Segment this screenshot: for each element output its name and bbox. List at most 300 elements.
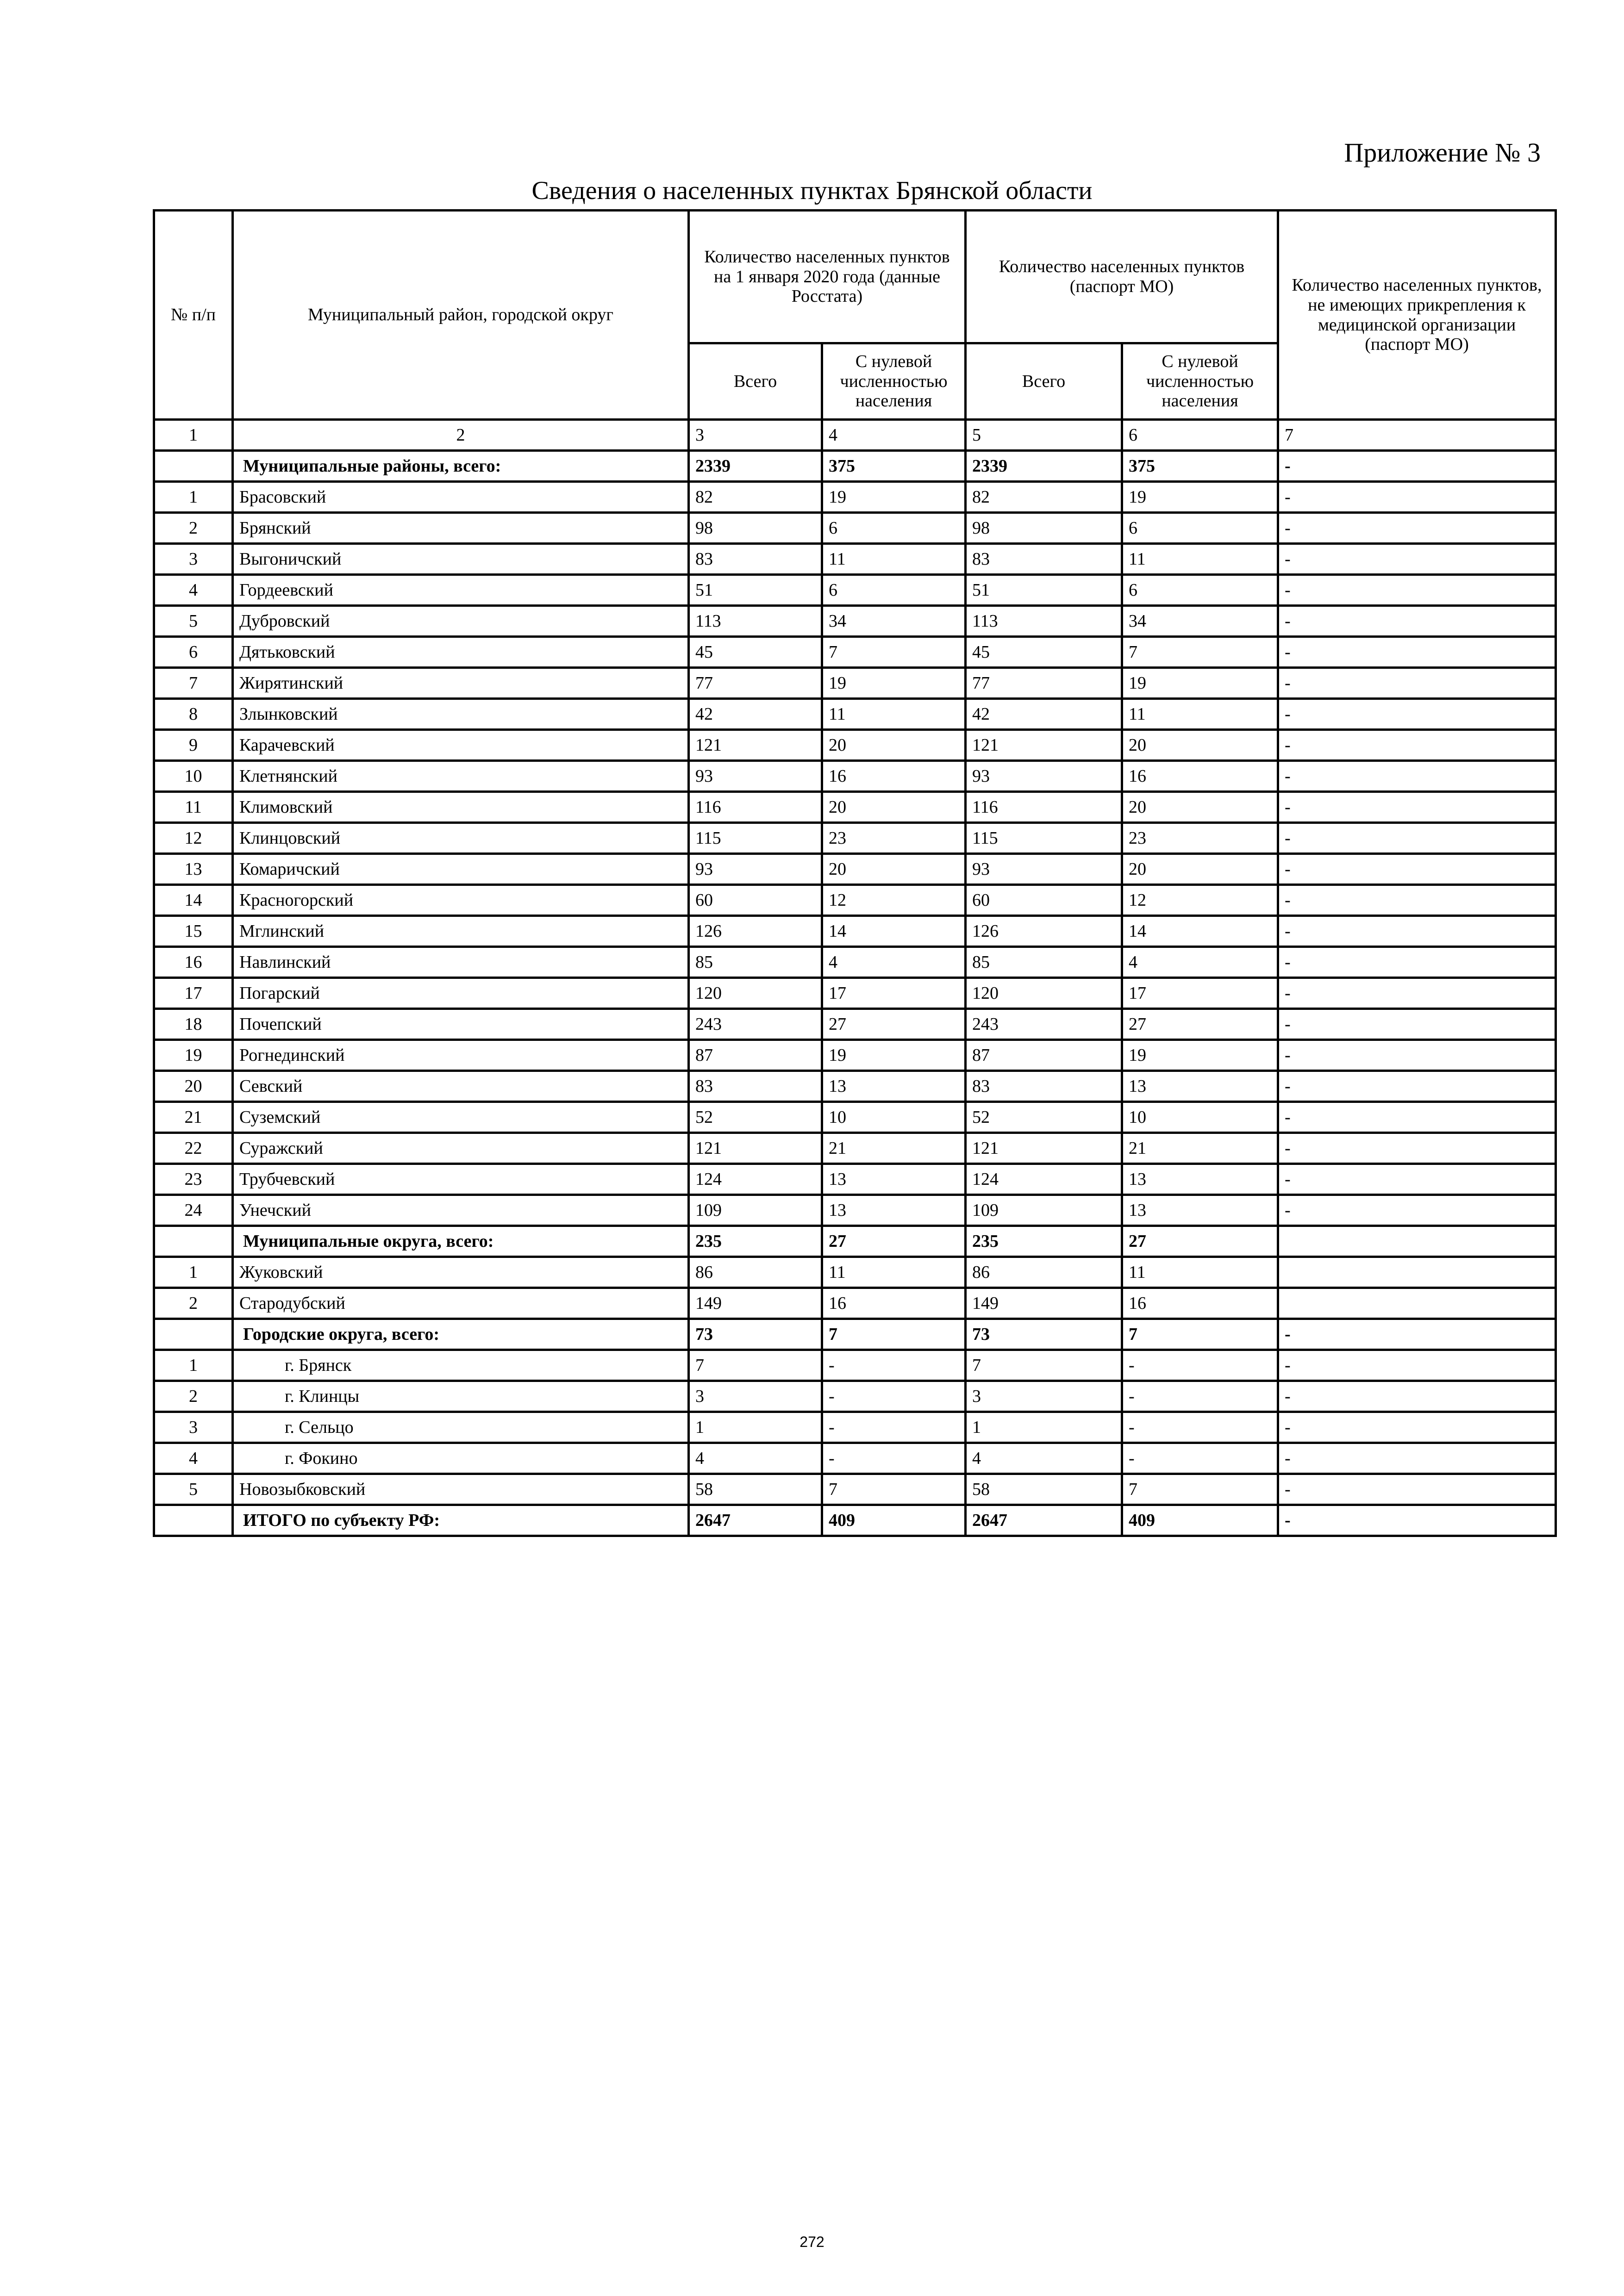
passport-zero: 13: [1122, 1195, 1278, 1226]
passport-total: 121: [966, 730, 1122, 761]
row-number: 1: [154, 482, 233, 513]
passport-total: 116: [966, 792, 1122, 823]
rosstat-zero: -: [822, 1412, 966, 1443]
passport-total: 87: [966, 1040, 1122, 1071]
district-name: Навлинский: [233, 947, 689, 978]
subtotal-row: [154, 1226, 1556, 1257]
row-number: 8: [154, 699, 233, 730]
rosstat-zero: 13: [822, 1164, 966, 1195]
rosstat-total: 120: [689, 978, 822, 1009]
rosstat-total: 85: [689, 947, 822, 978]
passport-zero: -: [1122, 1412, 1278, 1443]
district-name: Суземский: [233, 1102, 689, 1133]
table-row: [154, 699, 1556, 730]
rosstat-total: 243: [689, 1009, 822, 1040]
passport-total: 1: [966, 1412, 1122, 1443]
row-number: 10: [154, 761, 233, 792]
district-name: ИТОГО по субъекту РФ:: [233, 1505, 689, 1536]
passport-total: 121: [966, 1133, 1122, 1164]
rosstat-total: 93: [689, 761, 822, 792]
passport-zero: 11: [1122, 544, 1278, 575]
passport-zero: 34: [1122, 606, 1278, 637]
table-row: [154, 1381, 1556, 1412]
district-name: Дятьковский: [233, 637, 689, 668]
column-number: 3: [689, 420, 822, 451]
table-row: [154, 1474, 1556, 1505]
rosstat-zero: -: [822, 1443, 966, 1474]
rosstat-zero: 6: [822, 513, 966, 544]
rosstat-total: 121: [689, 730, 822, 761]
rosstat-zero: 12: [822, 885, 966, 916]
passport-zero: 20: [1122, 854, 1278, 885]
unattached-count: -: [1278, 947, 1556, 978]
row-number: 3: [154, 1412, 233, 1443]
district-name: Унечский: [233, 1195, 689, 1226]
rosstat-zero: 7: [822, 637, 966, 668]
row-number: 12: [154, 823, 233, 854]
row-number: 3: [154, 544, 233, 575]
passport-total: 52: [966, 1102, 1122, 1133]
rosstat-zero: 16: [822, 761, 966, 792]
district-name: Выгоничский: [233, 544, 689, 575]
district-name: Жуковский: [233, 1257, 689, 1288]
table-row: [154, 1412, 1556, 1443]
unattached-count: -: [1278, 1505, 1556, 1536]
rosstat-total: 93: [689, 854, 822, 885]
row-number: 17: [154, 978, 233, 1009]
unattached-count: -: [1278, 575, 1556, 606]
rosstat-zero: 13: [822, 1195, 966, 1226]
table-body: [154, 451, 1556, 1536]
rosstat-zero: -: [822, 1350, 966, 1381]
passport-total: 77: [966, 668, 1122, 699]
unattached-count: [1278, 1226, 1556, 1257]
rosstat-total: 1: [689, 1412, 822, 1443]
passport-zero: 12: [1122, 885, 1278, 916]
rosstat-zero: 6: [822, 575, 966, 606]
row-number: 24: [154, 1195, 233, 1226]
rosstat-zero: 17: [822, 978, 966, 1009]
unattached-count: -: [1278, 1474, 1556, 1505]
row-number: 5: [154, 1474, 233, 1505]
passport-zero: 16: [1122, 1288, 1278, 1319]
passport-zero: 19: [1122, 668, 1278, 699]
unattached-count: -: [1278, 699, 1556, 730]
unattached-count: -: [1278, 761, 1556, 792]
rosstat-total: 42: [689, 699, 822, 730]
row-number: 9: [154, 730, 233, 761]
row-number: 1: [154, 1257, 233, 1288]
header-rosstat-zero: С нулевой численностью населения: [822, 343, 966, 420]
passport-zero: -: [1122, 1350, 1278, 1381]
rosstat-total: 87: [689, 1040, 822, 1071]
passport-zero: 7: [1122, 1474, 1278, 1505]
district-name: Муниципальные районы, всего:: [233, 451, 689, 482]
district-name: г. Фокино: [233, 1443, 689, 1474]
unattached-count: -: [1278, 544, 1556, 575]
column-number: 2: [233, 420, 689, 451]
rosstat-zero: 27: [822, 1009, 966, 1040]
row-number: 11: [154, 792, 233, 823]
district-name: Брянский: [233, 513, 689, 544]
rosstat-zero: 13: [822, 1071, 966, 1102]
unattached-count: -: [1278, 854, 1556, 885]
passport-total: 73: [966, 1319, 1122, 1350]
rosstat-total: 126: [689, 916, 822, 947]
rosstat-total: 113: [689, 606, 822, 637]
table-row: [154, 947, 1556, 978]
row-number: 2: [154, 1381, 233, 1412]
passport-total: 93: [966, 761, 1122, 792]
table-row: [154, 544, 1556, 575]
rosstat-zero: 10: [822, 1102, 966, 1133]
district-name: г. Клинцы: [233, 1381, 689, 1412]
passport-total: 7: [966, 1350, 1122, 1381]
district-name: Дубровский: [233, 606, 689, 637]
rosstat-total: 3: [689, 1381, 822, 1412]
district-name: Новозыбковский: [233, 1474, 689, 1505]
rosstat-zero: 7: [822, 1319, 966, 1350]
table-row: [154, 482, 1556, 513]
table-row: [154, 606, 1556, 637]
passport-total: 126: [966, 916, 1122, 947]
subtotal-row: [154, 1505, 1556, 1536]
passport-total: 86: [966, 1257, 1122, 1288]
passport-total: 85: [966, 947, 1122, 978]
header-passport-zero: С нулевой численностью населения: [1122, 343, 1278, 420]
rosstat-zero: 7: [822, 1474, 966, 1505]
unattached-count: -: [1278, 1443, 1556, 1474]
header-rosstat-total: Всего: [689, 343, 822, 420]
row-number: 20: [154, 1071, 233, 1102]
district-name: г. Брянск: [233, 1350, 689, 1381]
rosstat-total: 45: [689, 637, 822, 668]
rosstat-zero: 20: [822, 792, 966, 823]
passport-total: 83: [966, 1071, 1122, 1102]
passport-total: 113: [966, 606, 1122, 637]
passport-total: 58: [966, 1474, 1122, 1505]
passport-zero: 7: [1122, 637, 1278, 668]
row-number: 4: [154, 575, 233, 606]
row-number: 13: [154, 854, 233, 885]
district-name: Карачевский: [233, 730, 689, 761]
passport-total: 60: [966, 885, 1122, 916]
passport-zero: 21: [1122, 1133, 1278, 1164]
unattached-count: -: [1278, 606, 1556, 637]
passport-zero: 6: [1122, 513, 1278, 544]
unattached-count: -: [1278, 1350, 1556, 1381]
unattached-count: -: [1278, 1319, 1556, 1350]
table-row: [154, 1164, 1556, 1195]
rosstat-zero: 23: [822, 823, 966, 854]
district-name: Клетнянский: [233, 761, 689, 792]
rosstat-zero: 409: [822, 1505, 966, 1536]
passport-zero: 20: [1122, 792, 1278, 823]
table-row: [154, 730, 1556, 761]
rosstat-total: 109: [689, 1195, 822, 1226]
passport-zero: 13: [1122, 1071, 1278, 1102]
passport-zero: 11: [1122, 1257, 1278, 1288]
passport-zero: 4: [1122, 947, 1278, 978]
header-col-unattached: Количество населенных пунктов, не имеющих прикрепления к медицинской организации (паспорт МО): [1278, 211, 1556, 420]
table-row: [154, 978, 1556, 1009]
table-row: [154, 1040, 1556, 1071]
column-number: 7: [1278, 420, 1556, 451]
district-name: Красногорский: [233, 885, 689, 916]
rosstat-total: 83: [689, 1071, 822, 1102]
row-number: [154, 1319, 233, 1350]
column-number: 5: [966, 420, 1122, 451]
passport-zero: -: [1122, 1381, 1278, 1412]
rosstat-zero: 27: [822, 1226, 966, 1257]
passport-zero: 6: [1122, 575, 1278, 606]
district-name: Клинцовский: [233, 823, 689, 854]
row-number: 21: [154, 1102, 233, 1133]
district-name: Климовский: [233, 792, 689, 823]
passport-zero: 20: [1122, 730, 1278, 761]
row-number: 19: [154, 1040, 233, 1071]
document-title: Сведения о населенных пунктах Брянской области: [531, 176, 1093, 205]
passport-total: 2647: [966, 1505, 1122, 1536]
header-group-rosstat: Количество населенных пунктов на 1 января 2020 года (данные Росстата): [689, 211, 966, 343]
district-name: Комаричский: [233, 854, 689, 885]
passport-total: 243: [966, 1009, 1122, 1040]
passport-total: 83: [966, 544, 1122, 575]
unattached-count: -: [1278, 1381, 1556, 1412]
table-row: [154, 792, 1556, 823]
column-number: 4: [822, 420, 966, 451]
unattached-count: -: [1278, 1133, 1556, 1164]
passport-total: 2339: [966, 451, 1122, 482]
district-name: Почепский: [233, 1009, 689, 1040]
rosstat-zero: 21: [822, 1133, 966, 1164]
unattached-count: -: [1278, 1195, 1556, 1226]
unattached-count: -: [1278, 885, 1556, 916]
unattached-count: -: [1278, 792, 1556, 823]
rosstat-total: 82: [689, 482, 822, 513]
table-row: [154, 575, 1556, 606]
row-number: 6: [154, 637, 233, 668]
rosstat-total: 121: [689, 1133, 822, 1164]
unattached-count: -: [1278, 730, 1556, 761]
rosstat-total: 124: [689, 1164, 822, 1195]
row-number: 4: [154, 1443, 233, 1474]
district-name: Трубчевский: [233, 1164, 689, 1195]
district-name: Брасовский: [233, 482, 689, 513]
table-row: [154, 916, 1556, 947]
district-name: Севский: [233, 1071, 689, 1102]
row-number: 15: [154, 916, 233, 947]
passport-zero: 7: [1122, 1319, 1278, 1350]
table-row: [154, 1009, 1556, 1040]
rosstat-zero: 19: [822, 482, 966, 513]
passport-total: 4: [966, 1443, 1122, 1474]
appendix-label: Приложение № 3: [1344, 137, 1541, 168]
passport-zero: 17: [1122, 978, 1278, 1009]
table-row: [154, 1071, 1556, 1102]
rosstat-total: 73: [689, 1319, 822, 1350]
rosstat-zero: 11: [822, 1257, 966, 1288]
subtotal-row: [154, 1319, 1556, 1350]
passport-total: 115: [966, 823, 1122, 854]
district-name: Рогнединский: [233, 1040, 689, 1071]
unattached-count: -: [1278, 916, 1556, 947]
district-name: Городские округа, всего:: [233, 1319, 689, 1350]
header-passport-total: Всего: [966, 343, 1122, 420]
rosstat-total: 83: [689, 544, 822, 575]
unattached-count: -: [1278, 1009, 1556, 1040]
unattached-count: -: [1278, 1040, 1556, 1071]
passport-zero: 16: [1122, 761, 1278, 792]
passport-total: 149: [966, 1288, 1122, 1319]
passport-total: 235: [966, 1226, 1122, 1257]
rosstat-total: 60: [689, 885, 822, 916]
rosstat-total: 86: [689, 1257, 822, 1288]
passport-zero: 19: [1122, 1040, 1278, 1071]
rosstat-zero: 4: [822, 947, 966, 978]
rosstat-zero: 34: [822, 606, 966, 637]
district-name: Стародубский: [233, 1288, 689, 1319]
table-row: [154, 1195, 1556, 1226]
passport-total: 120: [966, 978, 1122, 1009]
passport-zero: 19: [1122, 482, 1278, 513]
rosstat-zero: 20: [822, 854, 966, 885]
row-number: 22: [154, 1133, 233, 1164]
district-name: Гордеевский: [233, 575, 689, 606]
rosstat-zero: -: [822, 1381, 966, 1412]
passport-total: 3: [966, 1381, 1122, 1412]
rosstat-total: 7: [689, 1350, 822, 1381]
passport-zero: 27: [1122, 1009, 1278, 1040]
header-col-number: № п/п: [154, 211, 233, 420]
settlements-table: [153, 209, 1557, 1537]
district-name: Муниципальные округа, всего:: [233, 1226, 689, 1257]
district-name: Жирятинский: [233, 668, 689, 699]
row-number: [154, 1226, 233, 1257]
rosstat-total: 52: [689, 1102, 822, 1133]
passport-total: 124: [966, 1164, 1122, 1195]
passport-zero: 14: [1122, 916, 1278, 947]
rosstat-zero: 14: [822, 916, 966, 947]
column-number-row: [154, 420, 1556, 451]
rosstat-total: 115: [689, 823, 822, 854]
rosstat-total: 77: [689, 668, 822, 699]
unattached-count: -: [1278, 1102, 1556, 1133]
rosstat-total: 116: [689, 792, 822, 823]
rosstat-zero: 375: [822, 451, 966, 482]
row-number: 23: [154, 1164, 233, 1195]
table-row: [154, 1288, 1556, 1319]
row-number: 14: [154, 885, 233, 916]
unattached-count: [1278, 1288, 1556, 1319]
unattached-count: -: [1278, 1412, 1556, 1443]
unattached-count: -: [1278, 513, 1556, 544]
district-name: Злынковский: [233, 699, 689, 730]
column-number: 1: [154, 420, 233, 451]
row-number: 5: [154, 606, 233, 637]
passport-zero: 10: [1122, 1102, 1278, 1133]
unattached-count: -: [1278, 1164, 1556, 1195]
rosstat-zero: 20: [822, 730, 966, 761]
rosstat-total: 98: [689, 513, 822, 544]
row-number: 2: [154, 1288, 233, 1319]
unattached-count: [1278, 1257, 1556, 1288]
district-name: г. Сельцо: [233, 1412, 689, 1443]
unattached-count: -: [1278, 637, 1556, 668]
passport-zero: 23: [1122, 823, 1278, 854]
row-number: 18: [154, 1009, 233, 1040]
table-row: [154, 885, 1556, 916]
row-number: [154, 451, 233, 482]
passport-total: 42: [966, 699, 1122, 730]
rosstat-zero: 11: [822, 544, 966, 575]
unattached-count: -: [1278, 978, 1556, 1009]
unattached-count: -: [1278, 823, 1556, 854]
passport-zero: 375: [1122, 451, 1278, 482]
table-row: [154, 637, 1556, 668]
district-name: Суражский: [233, 1133, 689, 1164]
unattached-count: -: [1278, 451, 1556, 482]
passport-zero: 409: [1122, 1505, 1278, 1536]
passport-total: 109: [966, 1195, 1122, 1226]
passport-zero: -: [1122, 1443, 1278, 1474]
unattached-count: -: [1278, 1071, 1556, 1102]
unattached-count: -: [1278, 482, 1556, 513]
subtotal-row: [154, 451, 1556, 482]
rosstat-total: 235: [689, 1226, 822, 1257]
rosstat-zero: 16: [822, 1288, 966, 1319]
header-group-passport: Количество населенных пунктов (паспорт МО): [966, 211, 1278, 343]
rosstat-zero: 11: [822, 699, 966, 730]
passport-total: 82: [966, 482, 1122, 513]
passport-zero: 11: [1122, 699, 1278, 730]
row-number: 16: [154, 947, 233, 978]
table-row: [154, 1257, 1556, 1288]
table-row: [154, 823, 1556, 854]
table-row: [154, 1133, 1556, 1164]
row-number: 2: [154, 513, 233, 544]
header-col-name: Муниципальный район, городской округ: [233, 211, 689, 420]
row-number: 1: [154, 1350, 233, 1381]
page-number: 272: [800, 2234, 824, 2250]
row-number: 7: [154, 668, 233, 699]
table-row: [154, 1443, 1556, 1474]
table-row: [154, 1350, 1556, 1381]
table-row: [154, 761, 1556, 792]
district-name: Мглинский: [233, 916, 689, 947]
table-row: [154, 668, 1556, 699]
district-name: Погарский: [233, 978, 689, 1009]
passport-total: 45: [966, 637, 1122, 668]
passport-total: 51: [966, 575, 1122, 606]
rosstat-total: 51: [689, 575, 822, 606]
rosstat-zero: 19: [822, 1040, 966, 1071]
table-row: [154, 513, 1556, 544]
passport-total: 93: [966, 854, 1122, 885]
column-number: 6: [1122, 420, 1278, 451]
unattached-count: -: [1278, 668, 1556, 699]
rosstat-total: 2647: [689, 1505, 822, 1536]
passport-total: 98: [966, 513, 1122, 544]
rosstat-total: 4: [689, 1443, 822, 1474]
passport-zero: 27: [1122, 1226, 1278, 1257]
rosstat-total: 149: [689, 1288, 822, 1319]
passport-zero: 13: [1122, 1164, 1278, 1195]
rosstat-zero: 19: [822, 668, 966, 699]
row-number: [154, 1505, 233, 1536]
rosstat-total: 2339: [689, 451, 822, 482]
table-row: [154, 1102, 1556, 1133]
